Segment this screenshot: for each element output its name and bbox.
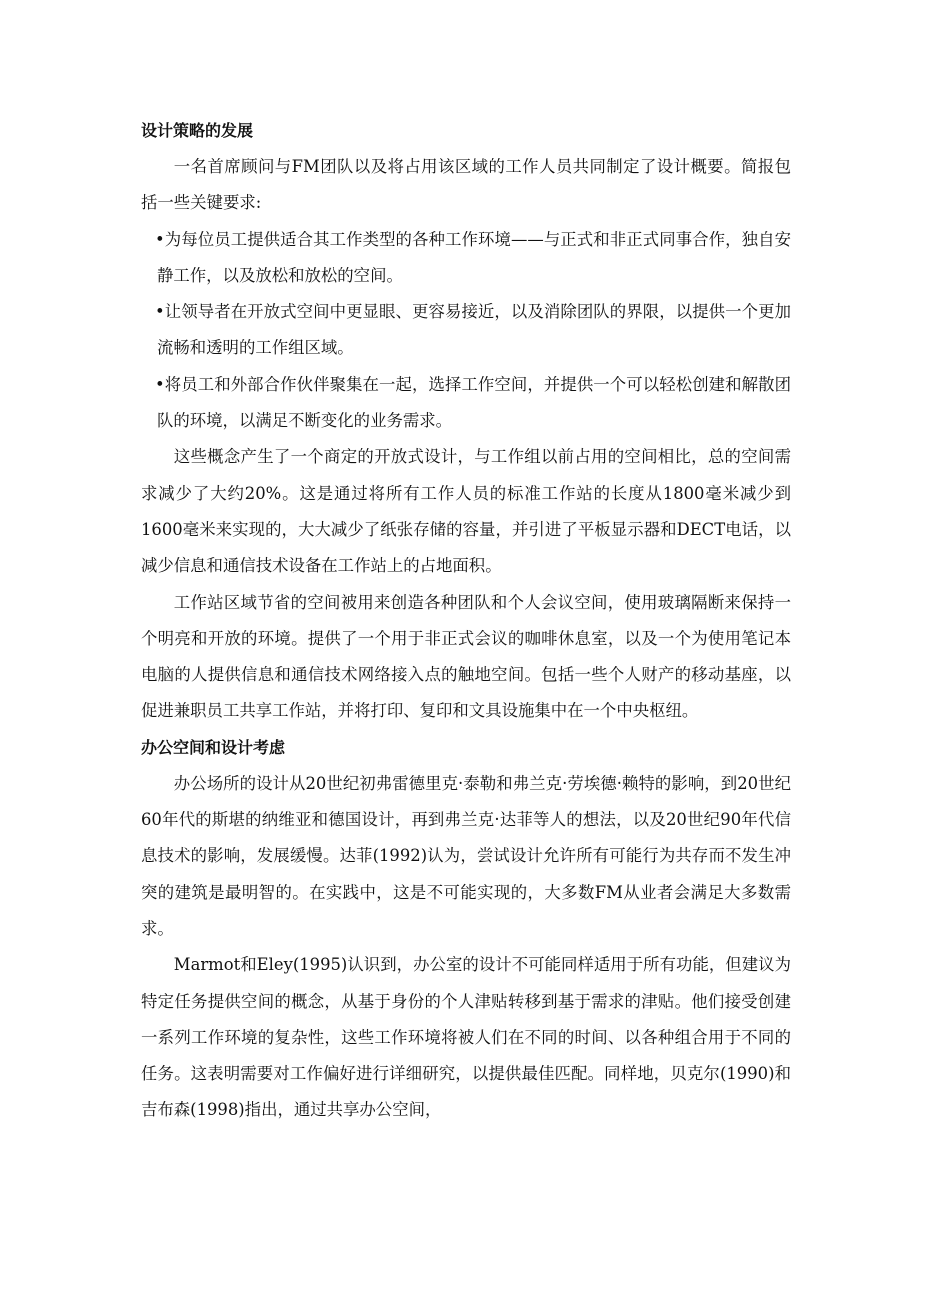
paragraph-meeting-spaces: 工作站区域节省的空间被用来创造各种团队和个人会议空间，使用玻璃隔断来保持一个明亮和开放的环境。提供了一个用于非正式会议的咖啡休息室，以及一个为使用笔记本电脑的人提供信息和通信技术网络接入点的触地空间。包括一些个人财产的移动基座，以促进兼职员工共享工作站，并将打印、复印和文具设施集中在一个中央枢纽。 — [141, 592, 791, 721]
bullet-item-partners-together — [141, 367, 791, 440]
paragraph-office-history: 办公场所的设计从20世纪初弗雷德里克·泰勒和弗兰克·劳埃德·赖特的影响，到20世纪60年代的斯堪的纳维亚和德国设计，再到弗兰克·达菲等人的想法，以及20世纪90年代信息技术的影响，发展缓慢。达菲(1992)认为，尝试设计允许所有可能行为共存而不发生冲突的建筑是最明智的。在实践中，这是不可能实现的，大多数FM从业者会满足大多数需求。 — [141, 773, 791, 938]
bullet-mark: • — [155, 302, 165, 322]
bullet-mark: • — [155, 374, 165, 394]
bullet-text: 为每位员工提供适合其工作类型的各种工作环境——与正式和非正式同事合作，独自安静工作，以及放松和放松的空间。 — [157, 229, 791, 285]
paragraph-space-reduction: 这些概念产生了一个商定的开放式设计，与工作组以前占用的空间相比，总的空间需求减少了大约20%。这是通过将所有工作人员的标准工作站的长度从1800毫米减少到1600毫米来实现的，大大减少了纸张存储的容量，并引进了平板显示器和DECT电话，以减少信息和通信技术设备在工作站上的占地面积。 — [141, 447, 791, 576]
section-heading-design-strategy: 设计策略的发展 — [141, 121, 254, 140]
bullet-mark: • — [155, 229, 165, 249]
bullet-item-work-environments — [141, 222, 791, 295]
bullet-text: 将员工和外部合作伙伴聚集在一起，选择工作空间，并提供一个可以轻松创建和解散团队的环境，以满足不断变化的业务需求。 — [157, 374, 791, 431]
bullet-item-leadership-visibility — [141, 294, 791, 367]
paragraph-marmot-eley: Marmot和Eley(1995)认识到，办公室的设计不可能同样适用于所有功能，但建议为特定任务提供空间的概念，从基于身份的个人津贴转移到基于需求的津贴。他们接受创建一系列工作环境的复杂性，这些工作环境将被人们在不同的时间、以各种组合用于不同的任务。这表明需要对工作偏好进行详细研究，以提供最佳匹配。同样地，贝克尔(1990)和吉布森(1998)指出，通过共享办公空间， — [141, 955, 791, 1120]
paragraph-intro: 一名首席顾问与FM团队以及将占用该区域的工作人员共同制定了设计概要。简报包括一些关键要求: — [141, 157, 791, 213]
document-page — [141, 113, 791, 1129]
section-heading-office-space: 办公空间和设计考虑 — [141, 737, 286, 757]
bullet-text: 让领导者在开放式空间中更显眼、更容易接近，以及消除团队的界限，以提供一个更加流畅和透明的工作组区域。 — [157, 302, 791, 358]
